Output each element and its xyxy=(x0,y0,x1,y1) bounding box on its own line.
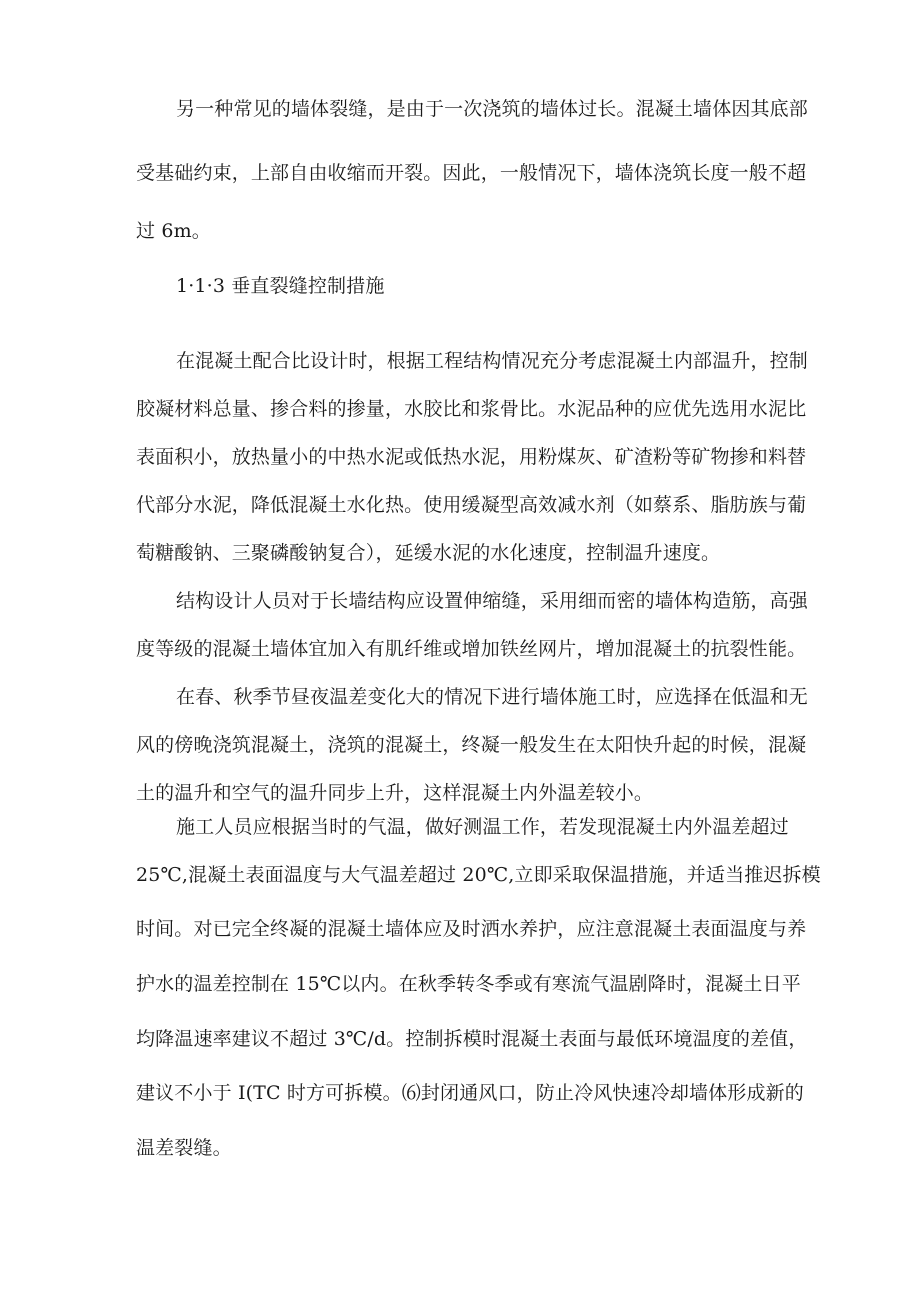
para2-line1: 在混凝土配合比设计时，根据工程结构情况充分考虑混凝土内部温升，控制 xyxy=(176,350,808,372)
para4-line3: 土的温升和空气的温升同步上升，这样混凝土内外温差较小。 xyxy=(136,782,654,804)
para2-line3: 表面积小，放热量小的中热水泥或低热水泥，用粉煤灰、矿渣粉等矿物掺和料替 xyxy=(136,446,807,468)
section-heading: 1·1·3 垂直裂缝控制措施 xyxy=(176,275,385,297)
para5-line2: 25℃,混凝土表面温度与大气温差超过 20℃,立即采取保温措施，并适当推迟拆模 xyxy=(136,864,821,886)
para2-line2: 胶凝材料总量、掺合料的掺量，水胶比和浆骨比。水泥品种的应优先选用水泥比 xyxy=(136,398,807,420)
para1-line3: 过 6m。 xyxy=(136,220,211,242)
para3-line1: 结构设计人员对于长墙结构应设置伸缩缝，采用细而密的墙体构造筋，高强 xyxy=(176,590,808,612)
para1-line1: 另一种常见的墙体裂缝，是由于一次浇筑的墙体过长。混凝土墙体因其底部 xyxy=(176,98,808,120)
para1-line2: 受基础约束，上部自由收缩而开裂。因此，一般情况下，墙体浇筑长度一般不超 xyxy=(136,162,807,184)
para5-line5: 均降温速率建议不超过 3℃/d。控制拆模时混凝土表面与最低环境温度的差值， xyxy=(136,1028,808,1050)
para5-line3: 时间。对已完全终凝的混凝土墙体应及时洒水养护，应注意混凝土表面温度与养 xyxy=(136,918,807,940)
para5-line1: 施工人员应根据当时的气温，做好测温工作，若发现混凝土内外温差超过 xyxy=(176,816,789,838)
para2-line5: 萄糖酸钠、三聚磷酸钠复合），延缓水泥的水化速度，控制温升速度。 xyxy=(136,542,721,564)
para5-line4: 护水的温差控制在 15℃以内。在秋季转冬季或有寒流气温剧降时，混凝土日平 xyxy=(136,973,801,995)
para5-line7: 温差裂缝。 xyxy=(136,1137,232,1159)
para5-line6: 建议不小于 I(TC 时方可拆模。⑹封闭通风口，防止冷风快速冷却墙体形成新的 xyxy=(136,1082,804,1104)
para3-line2: 度等级的混凝土墙体宜加入有肌纤维或增加铁丝网片，增加混凝土的抗裂性能。 xyxy=(136,638,807,660)
para4-line1: 在春、秋季节昼夜温差变化大的情况下进行墙体施工时，应选择在低温和无 xyxy=(176,686,808,708)
para4-line2: 风的傍晚浇筑混凝土，浇筑的混凝土，终凝一般发生在太阳快升起的时候，混凝 xyxy=(136,734,807,756)
para2-line4: 代部分水泥，降低混凝土水化热。使用缓凝型高效减水剂（如蔡系、脂肪族与葡 xyxy=(136,494,807,516)
